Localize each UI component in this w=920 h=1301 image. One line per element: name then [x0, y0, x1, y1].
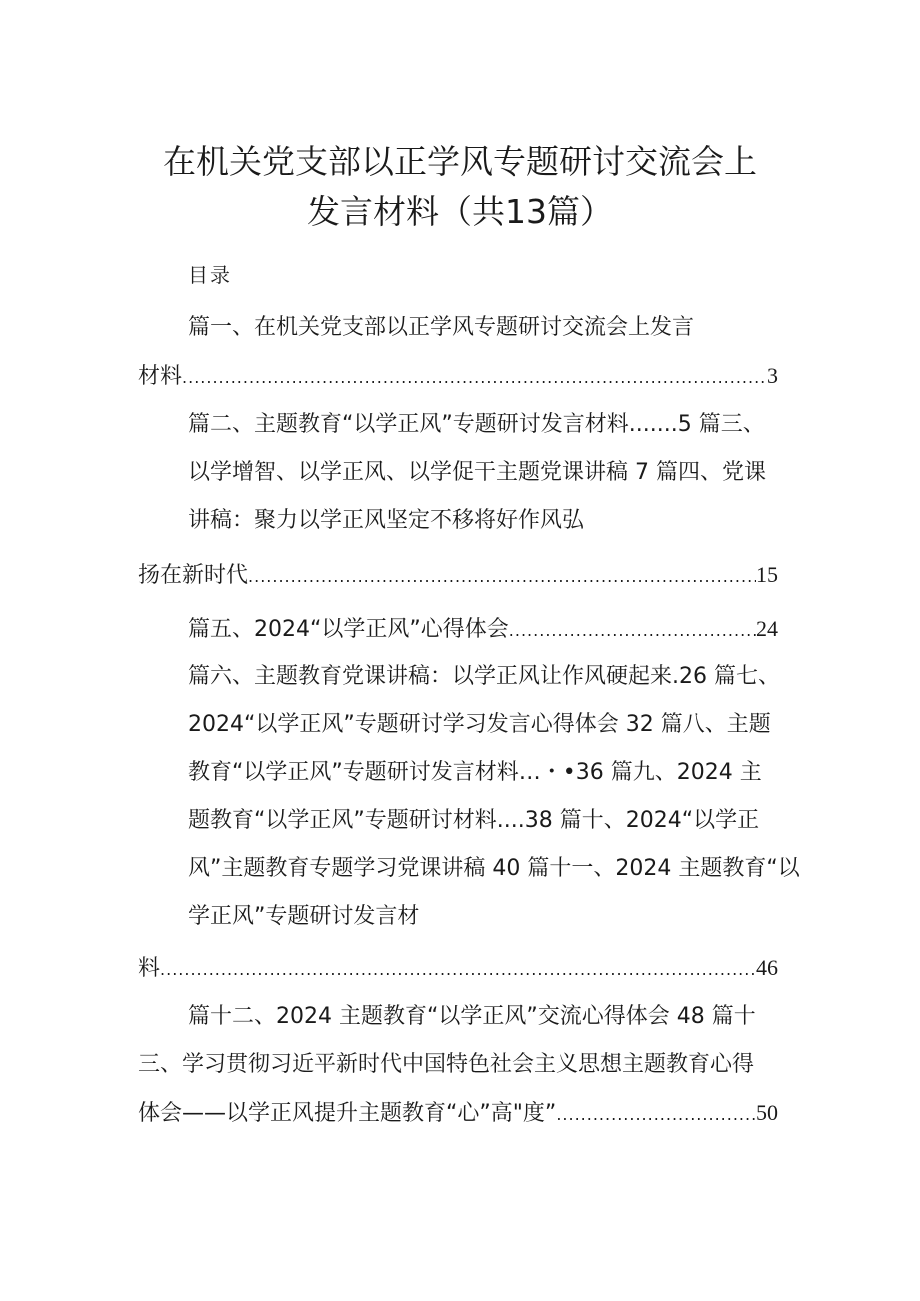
- toc-line: 篇二、主题教育“以学正风”专题研讨发言材料.......5 篇三、: [188, 412, 765, 437]
- document-title-line-2: 发言材料（共13篇）: [307, 192, 613, 231]
- toc-entry-text: 材料: [138, 364, 183, 389]
- toc-line: 教育“以学正风”专题研讨发言材料…・•36 篇九、2024 主: [188, 760, 762, 785]
- toc-page-number: 50: [756, 1100, 778, 1125]
- toc-entry-text: 篇五、2024“以学正风”心得体会: [188, 617, 509, 642]
- toc-page-number: 15: [756, 562, 778, 587]
- toc-page-number: 3: [767, 363, 778, 388]
- toc-line: 2024“以学正风”专题研讨学习发言心得体会 32 篇八、主题: [188, 712, 771, 737]
- toc-line: 题教育“以学正风”专题研讨材料....38 篇十、2024“以学正: [188, 808, 760, 833]
- toc-line: [138, 1098, 778, 1130]
- toc-line: 篇六、主题教育党课讲稿：以学正风让作风硬起来.26 篇七、: [188, 664, 780, 689]
- toc-line: [138, 361, 778, 393]
- dot-leader: [248, 562, 756, 592]
- toc-line: [138, 560, 778, 592]
- dot-leader: [509, 616, 756, 646]
- toc-line: [138, 953, 778, 985]
- toc-line: 讲稿：聚力以学正风坚定不移将好作风弘: [188, 508, 585, 533]
- toc-line: 风”主题教育专题学习党课讲稿 40 篇十一、2024 主题教育“以: [188, 856, 800, 881]
- toc-heading: 目录: [188, 263, 232, 287]
- document-title-line-1: 在机关党支部以正学风专题研讨交流会上: [163, 142, 757, 181]
- toc-line: 三、学习贯彻习近平新时代中国特色社会主义思想主题教育心得: [138, 1052, 755, 1077]
- toc-entry-text: 料: [138, 956, 161, 981]
- dot-leader: [182, 363, 767, 393]
- dot-leader: [160, 955, 756, 985]
- dot-leader: [556, 1100, 756, 1130]
- toc-line: 学正风”专题研讨发言材: [188, 904, 420, 929]
- toc-line: 篇十二、2024 主题教育“以学正风”交流心得体会 48 篇十: [188, 1004, 756, 1029]
- toc-line: [188, 614, 778, 646]
- toc-entry-text: 扬在新时代: [138, 563, 249, 588]
- toc-line: 以学增智、以学正风、以学促干主题党课讲稿 7 篇四、党课: [188, 460, 766, 485]
- toc-page-number: 24: [756, 616, 778, 641]
- toc-line: 篇一、在机关党支部以正学风专题研讨交流会上发言: [188, 315, 695, 340]
- toc-page-number: 46: [756, 955, 778, 980]
- toc-entry-text: 体会——以学正风提升主题教育“心”高"度”: [138, 1101, 557, 1126]
